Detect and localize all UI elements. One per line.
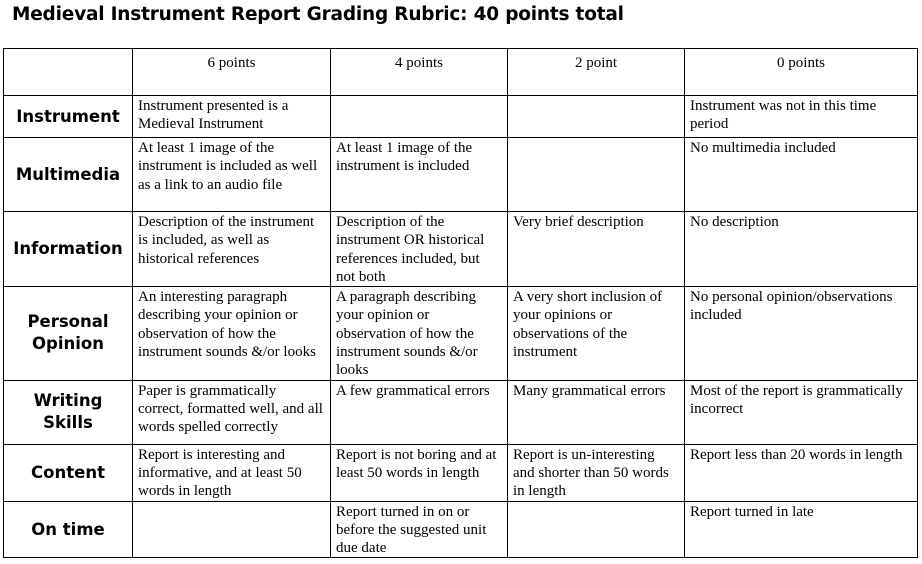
table-cell: Description of the instrument OR historical references included, but not both: [331, 212, 508, 287]
row-label-instrument: Instrument: [4, 96, 133, 138]
table-row: [4, 501, 918, 558]
page-title: Medieval Instrument Report Grading Rubric: 40 points total: [12, 4, 624, 25]
table-row: [4, 444, 918, 501]
table-row: [4, 212, 918, 287]
table-cell: No multimedia included: [685, 138, 918, 212]
table-cell: A paragraph describing your opinion or observation of how the instrument sounds &/or looks: [331, 287, 508, 380]
header-6-points: 6 points: [133, 49, 331, 96]
table-cell: Report is interesting and informative, and at least 50 words in length: [133, 444, 331, 501]
row-label-writing-skills: Writing Skills: [4, 380, 133, 444]
table-cell: Very brief description: [508, 212, 685, 287]
table-cell: Report is un-interesting and shorter than 50 words in length: [508, 444, 685, 501]
row-label-on-time: On time: [4, 501, 133, 558]
table-row: [4, 138, 918, 212]
table-cell: Report less than 20 words in length: [685, 444, 918, 501]
table-cell: At least 1 image of the instrument is included as well as a link to an audio file: [133, 138, 331, 212]
table-cell: Report is not boring and at least 50 words in length: [331, 444, 508, 501]
table-row: [4, 380, 918, 444]
table-cell: Report turned in on or before the suggested unit due date: [331, 501, 508, 558]
table-cell: Many grammatical errors: [508, 380, 685, 444]
table-row: [4, 287, 918, 380]
table-row: [4, 96, 918, 138]
header-2-point: 2 point: [508, 49, 685, 96]
table-cell: An interesting paragraph describing your opinion or observation of how the instrument sounds &/or looks: [133, 287, 331, 380]
row-label-personal-opinion: Personal Opinion: [4, 287, 133, 380]
header-4-points: 4 points: [331, 49, 508, 96]
table-cell: At least 1 image of the instrument is included: [331, 138, 508, 212]
header-row: [4, 49, 918, 96]
header-corner: [4, 49, 133, 96]
table-cell: [508, 501, 685, 558]
table-cell: Instrument was not in this time period: [685, 96, 918, 138]
table-cell: Most of the report is grammatically incorrect: [685, 380, 918, 444]
row-label-multimedia: Multimedia: [4, 138, 133, 212]
table-cell: A few grammatical errors: [331, 380, 508, 444]
rubric-table: [3, 48, 918, 558]
table-cell: Instrument presented is a Medieval Instrument: [133, 96, 331, 138]
row-label-content: Content: [4, 444, 133, 501]
table-cell: [331, 96, 508, 138]
table-cell: Description of the instrument is included, as well as historical references: [133, 212, 331, 287]
header-0-points: 0 points: [685, 49, 918, 96]
row-label-information: Information: [4, 212, 133, 287]
table-cell: No personal opinion/observations included: [685, 287, 918, 380]
table-cell: [133, 501, 331, 558]
table-cell: [508, 96, 685, 138]
table-cell: [508, 138, 685, 212]
table-cell: A very short inclusion of your opinions or observations of the instrument: [508, 287, 685, 380]
table-cell: No description: [685, 212, 918, 287]
table-cell: Paper is grammatically correct, formatted well, and all words spelled correctly: [133, 380, 331, 444]
table-cell: Report turned in late: [685, 501, 918, 558]
